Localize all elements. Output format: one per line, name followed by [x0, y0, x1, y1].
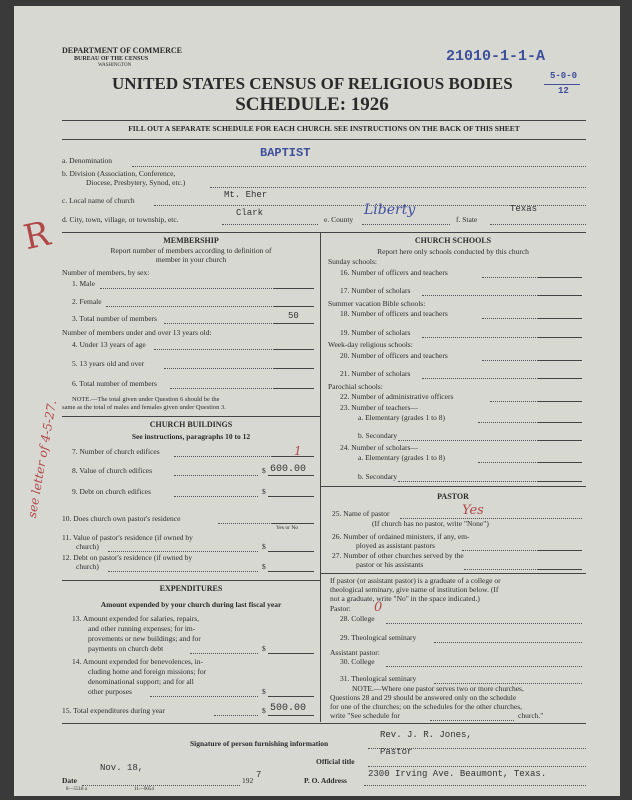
q11-label-1: 11. Value of pastor's residence (if owned by	[62, 533, 193, 542]
membership-note-2: same as the total of males and females given under Question 3.	[62, 404, 226, 411]
q3-value: 50	[288, 311, 299, 321]
q14-label-1: 14. Amount expended for benevolences, in-	[72, 657, 204, 666]
q16-label: 16. Number of officers and teachers	[340, 268, 448, 277]
q9-label: 9. Debt on church edifices	[72, 487, 151, 496]
census-form-page	[14, 6, 620, 796]
q13-label-2: and other running expenses; for im-	[88, 624, 196, 633]
expenditures-sub: Amount expended by your church during last fiscal year	[100, 600, 282, 609]
pastor-note-3: for one of the churches; on the schedules for the other churches,	[330, 702, 523, 711]
graduate-note-2: theological seminary, give name of institution below. (If	[330, 585, 499, 594]
pastor-note-2: Questions 28 and 29 should be answered only on the schedule	[330, 693, 517, 702]
q8-label: 8. Value of church edifices	[72, 466, 153, 475]
q29-label: 29. Theological seminary	[340, 633, 417, 642]
date-value: Nov. 18,	[100, 763, 144, 773]
instruction-line: FILL OUT A SEPARATE SCHEDULE FOR EACH CHURCH. SEE INSTRUCTIONS ON THE BACK OF THIS SHEET	[128, 124, 520, 133]
q13-label-1: 13. Amount expended for salaries, repairs,	[72, 614, 200, 623]
county-value: Liberty	[364, 202, 416, 218]
q15-value: 500.00	[270, 703, 307, 714]
stamp-number: 21010-1-1-A	[446, 48, 546, 65]
pastor-note-4: write "See schedule for	[330, 711, 400, 720]
q23a-label: a. Elementary (grades 1 to 8)	[358, 413, 446, 422]
q12-label-1: 12. Debt on pastor's residence (if owned by	[62, 553, 193, 562]
q7-value: 1	[294, 444, 302, 458]
stamp-code: 5-0-0	[550, 71, 578, 81]
denomination-label: a. Denomination	[62, 156, 112, 165]
q24a-label: a. Elementary (grades 1 to 8)	[358, 453, 446, 462]
under-over-label: Number of members under and over 13 years old:	[62, 328, 212, 337]
q8-dollar: $	[262, 466, 266, 475]
q13-label-4: payments on church debt	[88, 644, 164, 653]
schools-sub: Report here only schools conducted by this church	[377, 247, 529, 256]
city-label: WASHINGTON	[98, 63, 132, 68]
q3-label: 3. Total number of members	[72, 314, 157, 323]
initial-mark: R	[20, 213, 54, 259]
membership-sub-1: Report number of members according to definition of	[110, 246, 272, 255]
q27-label-1: 27. Number of other churches served by the	[332, 551, 464, 560]
q31-label: 31. Theological seminary	[340, 674, 417, 683]
q7-label: 7. Number of church edifices	[72, 447, 160, 456]
q15-label: 15. Total expenditures during year	[62, 706, 165, 715]
membership-note-1: NOTE.—The total given under Question 6 should be the	[72, 396, 220, 403]
bureau-label: BUREAU OF THE CENSUS	[74, 56, 149, 62]
q24-label: 24. Number of scholars—	[340, 443, 418, 452]
form-title: UNITED STATES CENSUS OF RELIGIOUS BODIES	[112, 74, 513, 93]
q10-label: 10. Does church own pastor's residence	[62, 514, 181, 523]
q25-value: Yes	[462, 503, 484, 518]
state-label: f. State	[456, 215, 478, 224]
q12-dollar: $	[262, 562, 266, 571]
signature-value: Rev. J. R. Jones,	[380, 730, 472, 740]
q17-label: 17. Number of scholars	[340, 286, 411, 295]
buildings-title: CHURCH BUILDINGS	[149, 420, 233, 429]
q18-label: 18. Number of officers and teachers	[340, 309, 448, 318]
official-title-label: Official title	[316, 757, 355, 766]
q25-hint: (If church has no pastor, write "None")	[372, 519, 489, 528]
q25-label: 25. Name of pastor	[332, 509, 390, 518]
q14-label-3: denominational support; and for all	[88, 677, 194, 686]
department-label: DEPARTMENT OF COMMERCE	[62, 46, 183, 55]
division-label-1: b. Division (Association, Conference,	[62, 169, 176, 178]
q26-label-2: ployed as assistant pastors	[356, 541, 435, 550]
q28-label: 28. College	[340, 614, 375, 623]
q20-label: 20. Number of officers and teachers	[340, 351, 448, 360]
pastor-title: PASTOR	[437, 492, 469, 501]
form-number: 8—5518 a	[66, 787, 87, 792]
q19-label: 19. Number of scholars	[340, 328, 411, 337]
city-value: Clark	[236, 208, 264, 218]
graduate-note-3: not a graduate, write "No" in the space indicated.)	[330, 594, 480, 603]
local-name-label: c. Local name of church	[62, 196, 135, 205]
q5-label: 5. 13 years old and over	[72, 359, 145, 368]
summer-label: Summer vacation Bible schools:	[328, 299, 426, 308]
q12-label-2: church)	[76, 562, 99, 571]
parochial-label: Parochial schools:	[328, 382, 383, 391]
membership-sub-2: member in your church	[155, 255, 227, 264]
pastor-subhead: Pastor:	[330, 604, 351, 613]
sunday-label: Sunday schools:	[328, 257, 377, 266]
membership-title: MEMBERSHIP	[163, 236, 219, 245]
q27-label-2: pastor or his assistants	[356, 560, 424, 569]
q23-label: 23. Number of teachers—	[340, 403, 418, 412]
q23b-label: b. Secondary	[358, 431, 398, 440]
pastor-note-1: NOTE.—Where one pastor serves two or more churches,	[352, 684, 524, 693]
date-label: Date	[62, 776, 77, 785]
q13-label-3: provements or new buildings; and for	[88, 634, 201, 643]
pastor-note-5: church."	[518, 711, 544, 720]
assistant-subhead: Assistant pastor:	[330, 648, 380, 657]
buildings-sub: See instructions, paragraphs 10 to 12	[131, 432, 251, 441]
q22-label: 22. Number of administrative officers	[340, 392, 454, 401]
state-value: Texas	[510, 204, 538, 214]
q21-label: 21. Number of scholars	[340, 369, 411, 378]
po-address-value: 2300 Irving Ave. Beaumont, Texas.	[368, 769, 547, 779]
q26-label-1: 26. Number of ordained ministers, if any, em-	[332, 532, 470, 541]
q14-dollar: $	[262, 687, 266, 696]
county-label: e. County	[324, 215, 354, 224]
year-prefix: 192	[242, 776, 254, 785]
q1-label: 1. Male	[72, 279, 95, 288]
q6-label: 6. Total number of members	[72, 379, 157, 388]
q8-value: 600.00	[270, 464, 307, 475]
q11-dollar: $	[262, 542, 266, 551]
schedule-title: SCHEDULE: 1926	[235, 94, 389, 115]
q4-label: 4. Under 13 years of age	[72, 340, 146, 349]
print-number: 11—9054	[134, 787, 154, 792]
denomination-value: BAPTIST	[260, 146, 311, 160]
expenditures-title: EXPENDITURES	[159, 584, 223, 593]
official-title-value: Pastor	[380, 747, 413, 757]
division-label-2: Diocese, Presbytery, Synod, etc.)	[86, 178, 186, 187]
q15-dollar: $	[262, 706, 266, 715]
q14-label-2: cluding home and foreign missions; for	[88, 667, 207, 676]
by-sex-label: Number of members, by sex:	[62, 268, 150, 277]
q28-value: 0	[374, 600, 383, 615]
year-digit: 7	[256, 770, 262, 780]
city-label: d. City, town, village, or township, etc.	[62, 215, 179, 224]
q2-label: 2. Female	[72, 297, 102, 306]
yes-no-hint: Yes or No	[276, 525, 299, 531]
po-address-label: P. O. Address	[304, 776, 347, 785]
q24b-label: b. Secondary	[358, 472, 398, 481]
q30-label: 30. College	[340, 657, 375, 666]
graduate-note-1: If pastor (or assistant pastor) is a graduate of a college or	[330, 576, 501, 585]
q9-dollar: $	[262, 487, 266, 496]
stamp-page: 12	[558, 86, 569, 96]
schools-title: CHURCH SCHOOLS	[414, 236, 492, 245]
local-name-value: Mt. Eher	[224, 190, 268, 200]
weekday-label: Week-day religious schools:	[328, 340, 413, 349]
signature-label: Signature of person furnishing information	[190, 739, 329, 748]
q11-label-2: church)	[76, 542, 99, 551]
margin-note: see letter of 4-5-27.	[24, 399, 60, 519]
q13-dollar: $	[262, 644, 266, 653]
q14-label-4: other purposes	[88, 687, 132, 696]
